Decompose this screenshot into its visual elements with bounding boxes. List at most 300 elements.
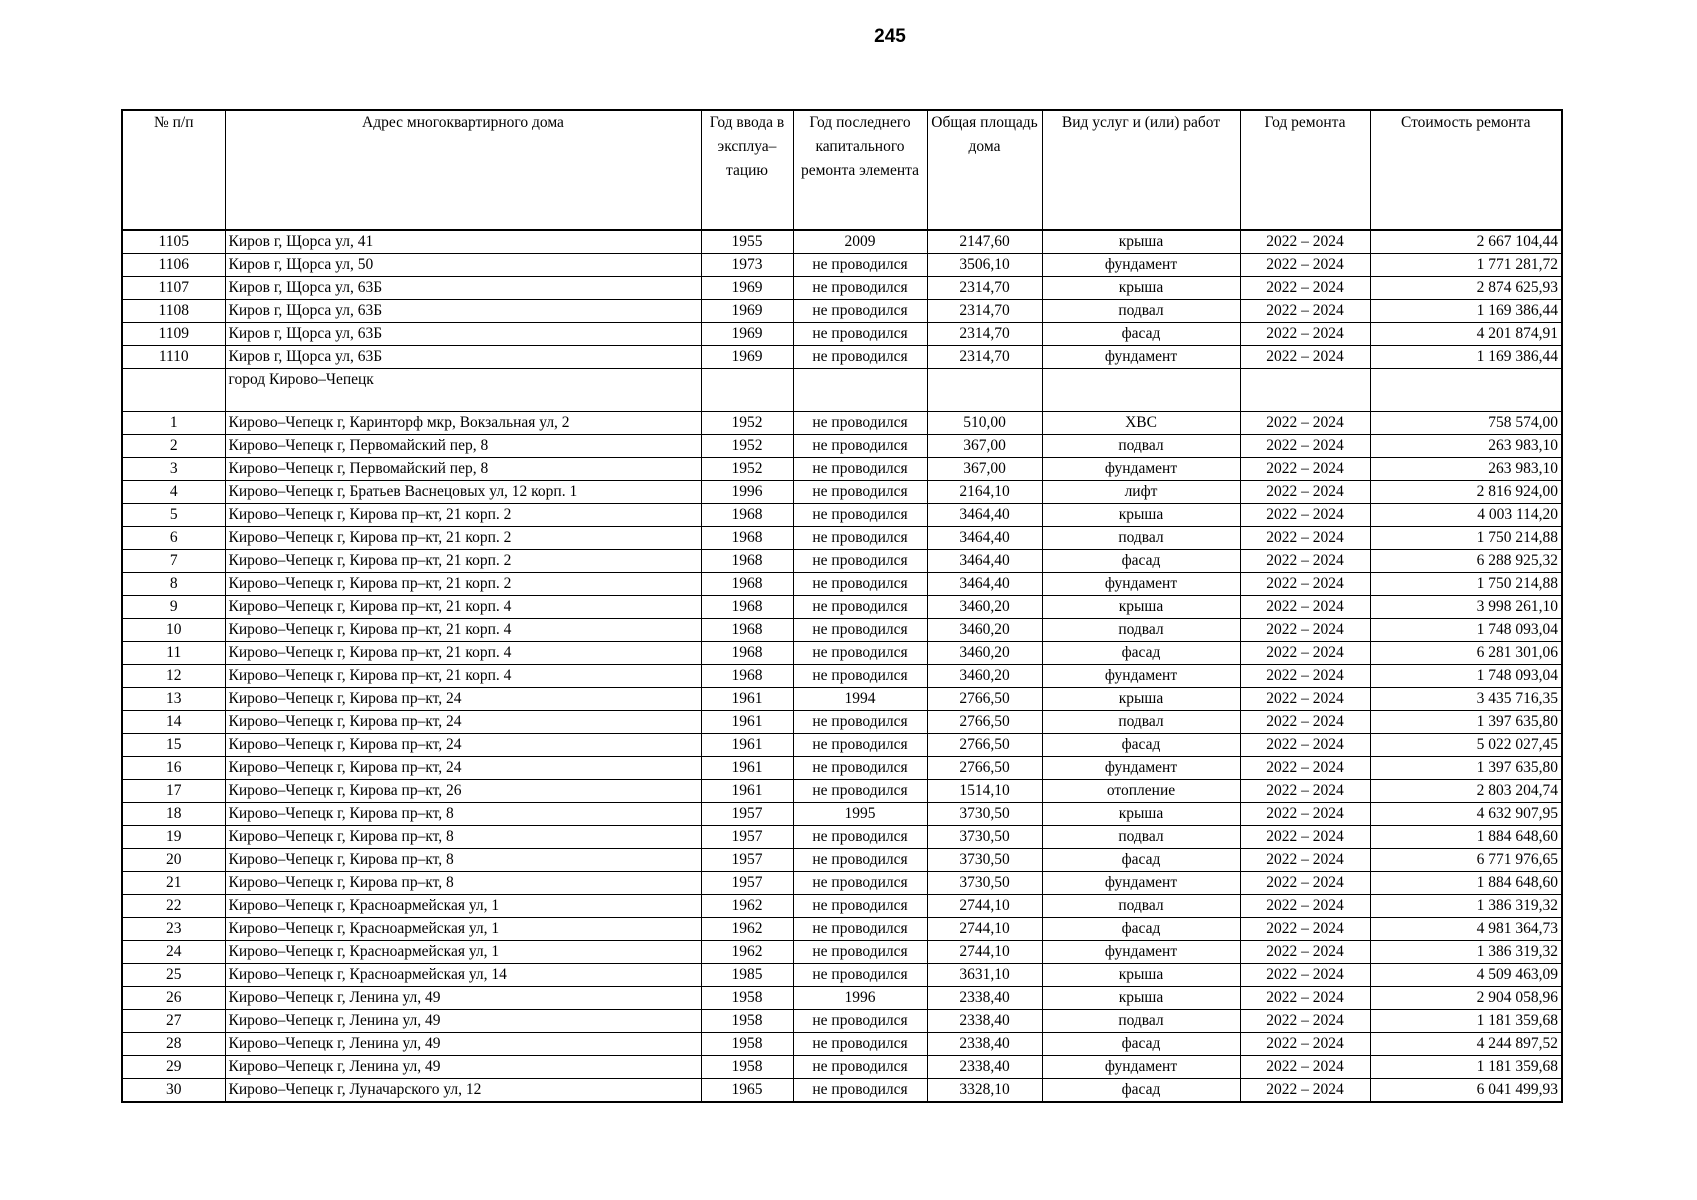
cell-address: Кирово–Чепецк г, Кирова пр–кт, 8 (225, 849, 701, 872)
cell-address: Кирово–Чепецк г, Братьев Васнецовых ул, 12 корп. 1 (225, 481, 701, 504)
cell-row-number: 7 (122, 550, 225, 573)
cell-year-built: 1962 (701, 895, 793, 918)
cell-year-built: 1968 (701, 527, 793, 550)
cell-last-repair: не проводился (793, 435, 927, 458)
cell-repair-year: 2022 – 2024 (1240, 412, 1370, 435)
cell-area: 2314,70 (927, 277, 1042, 300)
cell-row-number: 24 (122, 941, 225, 964)
table-row (122, 1033, 1562, 1056)
table-row (122, 964, 1562, 987)
cell-year-built: 1968 (701, 619, 793, 642)
cell-work-type: подвал (1042, 527, 1240, 550)
cell-row-number: 28 (122, 1033, 225, 1056)
cell-row-number: 19 (122, 826, 225, 849)
cell-repair-year: 2022 – 2024 (1240, 849, 1370, 872)
cell-area: 3464,40 (927, 527, 1042, 550)
cell-area: 2744,10 (927, 941, 1042, 964)
table-row (122, 527, 1562, 550)
header-area: Общая площадь дома (927, 110, 1042, 230)
cell-year-built: 1961 (701, 757, 793, 780)
table-row (122, 826, 1562, 849)
cell-row-number: 1110 (122, 346, 225, 369)
cell-repair-year: 2022 – 2024 (1240, 619, 1370, 642)
cell-row-number: 14 (122, 711, 225, 734)
cell-cost: 1 748 093,04 (1370, 665, 1562, 688)
cell-year-built: 1968 (701, 504, 793, 527)
cell-repair-year: 2022 – 2024 (1240, 895, 1370, 918)
cell-work-type: фундамент (1042, 458, 1240, 481)
cell-last-repair: не проводился (793, 1010, 927, 1033)
cell-work-type: отопление (1042, 780, 1240, 803)
cell-year-built: 1969 (701, 277, 793, 300)
cell-address: Кирово–Чепецк г, Кирова пр–кт, 24 (225, 711, 701, 734)
cell-year-built: 1968 (701, 550, 793, 573)
cell-cost: 2 803 204,74 (1370, 780, 1562, 803)
cell-work-type: фундамент (1042, 941, 1240, 964)
cell-row-number: 1105 (122, 230, 225, 254)
cell-area: 2314,70 (927, 346, 1042, 369)
cell-area: 3506,10 (927, 254, 1042, 277)
cell-repair-year: 2022 – 2024 (1240, 803, 1370, 826)
cell-repair-year: 2022 – 2024 (1240, 1056, 1370, 1079)
cell-cost: 6 281 301,06 (1370, 642, 1562, 665)
cell-area: 2314,70 (927, 323, 1042, 346)
cell-last-repair: не проводился (793, 550, 927, 573)
header-work-type: Вид услуг и (или) работ (1042, 110, 1240, 230)
cell-last-repair: не проводился (793, 918, 927, 941)
table-row (122, 504, 1562, 527)
cell-last-repair: не проводился (793, 1056, 927, 1079)
cell-year-built: 1955 (701, 230, 793, 254)
cell-area: 2766,50 (927, 688, 1042, 711)
cell-cost: 758 574,00 (1370, 412, 1562, 435)
cell-area: 2766,50 (927, 734, 1042, 757)
cell-row-number: 9 (122, 596, 225, 619)
cell-work-type: фундамент (1042, 573, 1240, 596)
cell-area: 3460,20 (927, 596, 1042, 619)
cell-last-repair: не проводился (793, 346, 927, 369)
cell-area: 2338,40 (927, 987, 1042, 1010)
cell-year-built: 1969 (701, 300, 793, 323)
cell-address: Киров г, Щорса ул, 63Б (225, 323, 701, 346)
cell-repair-year: 2022 – 2024 (1240, 711, 1370, 734)
table-row (122, 346, 1562, 369)
cell-work-type: крыша (1042, 230, 1240, 254)
cell-last-repair: 1996 (793, 987, 927, 1010)
cell-cost: 2 904 058,96 (1370, 987, 1562, 1010)
cell-address: Киров г, Щорса ул, 41 (225, 230, 701, 254)
section-empty-cell (1042, 369, 1240, 412)
table-row (122, 550, 1562, 573)
cell-work-type: крыша (1042, 504, 1240, 527)
table-row (122, 323, 1562, 346)
cell-area: 367,00 (927, 458, 1042, 481)
table-row (122, 1079, 1562, 1103)
cell-repair-year: 2022 – 2024 (1240, 872, 1370, 895)
table-row (122, 230, 1562, 254)
page-number: 245 (874, 26, 906, 47)
cell-address: Киров г, Щорса ул, 63Б (225, 277, 701, 300)
cell-cost: 2 816 924,00 (1370, 481, 1562, 504)
cell-repair-year: 2022 – 2024 (1240, 504, 1370, 527)
cell-work-type: фасад (1042, 918, 1240, 941)
cell-row-number: 21 (122, 872, 225, 895)
cell-address: Кирово–Чепецк г, Ленина ул, 49 (225, 1056, 701, 1079)
cell-work-type: фасад (1042, 642, 1240, 665)
rows-kirovo-chepetsk (122, 412, 1562, 1103)
cell-row-number: 15 (122, 734, 225, 757)
cell-cost: 2 874 625,93 (1370, 277, 1562, 300)
cell-cost: 1 386 319,32 (1370, 895, 1562, 918)
cell-last-repair: не проводился (793, 780, 927, 803)
cell-last-repair: не проводился (793, 254, 927, 277)
cell-repair-year: 2022 – 2024 (1240, 1033, 1370, 1056)
cell-address: Кирово–Чепецк г, Кирова пр–кт, 8 (225, 826, 701, 849)
cell-year-built: 1952 (701, 458, 793, 481)
cell-repair-year: 2022 – 2024 (1240, 826, 1370, 849)
cell-cost: 1 397 635,80 (1370, 711, 1562, 734)
cell-address: Кирово–Чепецк г, Каринторф мкр, Вокзальная ул, 2 (225, 412, 701, 435)
cell-address: Кирово–Чепецк г, Кирова пр–кт, 24 (225, 688, 701, 711)
cell-row-number: 8 (122, 573, 225, 596)
cell-repair-year: 2022 – 2024 (1240, 230, 1370, 254)
cell-cost: 1 748 093,04 (1370, 619, 1562, 642)
cell-cost: 1 771 281,72 (1370, 254, 1562, 277)
cell-year-built: 1957 (701, 803, 793, 826)
cell-work-type: крыша (1042, 964, 1240, 987)
cell-repair-year: 2022 – 2024 (1240, 458, 1370, 481)
cell-row-number: 1108 (122, 300, 225, 323)
cell-last-repair: не проводился (793, 596, 927, 619)
cell-area: 2744,10 (927, 895, 1042, 918)
table-row (122, 573, 1562, 596)
cell-last-repair: не проводился (793, 872, 927, 895)
cell-address: Кирово–Чепецк г, Кирова пр–кт, 21 корп. 4 (225, 642, 701, 665)
cell-cost: 1 181 359,68 (1370, 1010, 1562, 1033)
cell-repair-year: 2022 – 2024 (1240, 596, 1370, 619)
cell-row-number: 17 (122, 780, 225, 803)
cell-area: 2314,70 (927, 300, 1042, 323)
cell-address: Киров г, Щорса ул, 63Б (225, 346, 701, 369)
cell-year-built: 1962 (701, 918, 793, 941)
table-row (122, 642, 1562, 665)
cell-area: 2147,60 (927, 230, 1042, 254)
table-row (122, 1056, 1562, 1079)
cell-repair-year: 2022 – 2024 (1240, 757, 1370, 780)
cell-cost: 6 041 499,93 (1370, 1079, 1562, 1103)
table-row (122, 803, 1562, 826)
cell-area: 3460,20 (927, 619, 1042, 642)
cell-work-type: подвал (1042, 826, 1240, 849)
cell-area: 2744,10 (927, 918, 1042, 941)
cell-row-number: 27 (122, 1010, 225, 1033)
cell-repair-year: 2022 – 2024 (1240, 642, 1370, 665)
cell-repair-year: 2022 – 2024 (1240, 665, 1370, 688)
cell-last-repair: не проводился (793, 458, 927, 481)
cell-last-repair: не проводился (793, 573, 927, 596)
cell-area: 510,00 (927, 412, 1042, 435)
cell-repair-year: 2022 – 2024 (1240, 964, 1370, 987)
cell-address: Киров г, Щорса ул, 50 (225, 254, 701, 277)
cell-cost: 5 022 027,45 (1370, 734, 1562, 757)
cell-address: Кирово–Чепецк г, Ленина ул, 49 (225, 1010, 701, 1033)
table-row (122, 619, 1562, 642)
cell-last-repair: не проводился (793, 481, 927, 504)
cell-work-type: фундамент (1042, 757, 1240, 780)
cell-last-repair: не проводился (793, 277, 927, 300)
table-row (122, 849, 1562, 872)
cell-year-built: 1958 (701, 1033, 793, 1056)
table-row (122, 780, 1562, 803)
cell-address: Кирово–Чепецк г, Красноармейская ул, 1 (225, 918, 701, 941)
cell-area: 3464,40 (927, 573, 1042, 596)
cell-year-built: 1985 (701, 964, 793, 987)
cell-cost: 1 750 214,88 (1370, 527, 1562, 550)
cell-area: 2766,50 (927, 757, 1042, 780)
cell-address: Кирово–Чепецк г, Кирова пр–кт, 8 (225, 872, 701, 895)
cell-cost: 1 169 386,44 (1370, 346, 1562, 369)
cell-work-type: фундамент (1042, 1056, 1240, 1079)
table-row (122, 941, 1562, 964)
cell-year-built: 1961 (701, 688, 793, 711)
cell-repair-year: 2022 – 2024 (1240, 688, 1370, 711)
cell-year-built: 1969 (701, 323, 793, 346)
table-row (122, 665, 1562, 688)
cell-work-type: фундамент (1042, 254, 1240, 277)
cell-cost: 1 397 635,80 (1370, 757, 1562, 780)
cell-last-repair: не проводился (793, 1079, 927, 1103)
cell-cost: 4 244 897,52 (1370, 1033, 1562, 1056)
section-empty-cell (793, 369, 927, 412)
cell-cost: 1 750 214,88 (1370, 573, 1562, 596)
table-row (122, 895, 1562, 918)
cell-cost: 1 884 648,60 (1370, 826, 1562, 849)
cell-year-built: 1961 (701, 780, 793, 803)
table-row (122, 435, 1562, 458)
cell-year-built: 1958 (701, 1010, 793, 1033)
cell-address: Кирово–Чепецк г, Красноармейская ул, 14 (225, 964, 701, 987)
table-row (122, 481, 1562, 504)
cell-area: 2766,50 (927, 711, 1042, 734)
table-row (122, 277, 1562, 300)
cell-row-number: 30 (122, 1079, 225, 1103)
cell-year-built: 1962 (701, 941, 793, 964)
cell-last-repair: не проводился (793, 300, 927, 323)
section-header (122, 369, 1562, 412)
cell-last-repair: 1994 (793, 688, 927, 711)
header-year-built: Год ввода в эксплуа–тацию (701, 110, 793, 230)
cell-work-type: фасад (1042, 1079, 1240, 1103)
cell-row-number: 25 (122, 964, 225, 987)
cell-year-built: 1952 (701, 435, 793, 458)
cell-work-type: фасад (1042, 323, 1240, 346)
cell-cost: 2 667 104,44 (1370, 230, 1562, 254)
cell-cost: 1 884 648,60 (1370, 872, 1562, 895)
cell-last-repair: не проводился (793, 619, 927, 642)
cell-row-number: 5 (122, 504, 225, 527)
cell-repair-year: 2022 – 2024 (1240, 987, 1370, 1010)
cell-row-number: 2 (122, 435, 225, 458)
cell-last-repair: не проводился (793, 964, 927, 987)
cell-area: 3460,20 (927, 642, 1042, 665)
cell-last-repair: не проводился (793, 734, 927, 757)
cell-repair-year: 2022 – 2024 (1240, 1079, 1370, 1103)
cell-area: 3730,50 (927, 872, 1042, 895)
cell-work-type: подвал (1042, 300, 1240, 323)
cell-address: Кирово–Чепецк г, Красноармейская ул, 1 (225, 895, 701, 918)
cell-row-number: 6 (122, 527, 225, 550)
cell-address: Кирово–Чепецк г, Кирова пр–кт, 21 корп. 2 (225, 527, 701, 550)
cell-year-built: 1961 (701, 711, 793, 734)
cell-area: 367,00 (927, 435, 1042, 458)
cell-last-repair: не проводился (793, 1033, 927, 1056)
cell-repair-year: 2022 – 2024 (1240, 734, 1370, 757)
cell-year-built: 1968 (701, 665, 793, 688)
cell-year-built: 1957 (701, 826, 793, 849)
section-row (122, 369, 1562, 412)
table-row (122, 734, 1562, 757)
cell-year-built: 1952 (701, 412, 793, 435)
table-row (122, 412, 1562, 435)
cell-row-number: 1109 (122, 323, 225, 346)
header-repair-year: Год ремонта (1240, 110, 1370, 230)
cell-work-type: подвал (1042, 895, 1240, 918)
cell-last-repair: не проводился (793, 849, 927, 872)
cell-year-built: 1968 (701, 573, 793, 596)
cell-address: Кирово–Чепецк г, Кирова пр–кт, 21 корп. 4 (225, 596, 701, 619)
table-row (122, 254, 1562, 277)
cell-repair-year: 2022 – 2024 (1240, 323, 1370, 346)
cell-work-type: подвал (1042, 435, 1240, 458)
cell-work-type: фасад (1042, 849, 1240, 872)
cell-last-repair: не проводился (793, 527, 927, 550)
cell-address: Кирово–Чепецк г, Первомайский пер, 8 (225, 435, 701, 458)
cell-address: Кирово–Чепецк г, Кирова пр–кт, 26 (225, 780, 701, 803)
cell-repair-year: 2022 – 2024 (1240, 254, 1370, 277)
cell-year-built: 1968 (701, 642, 793, 665)
table-row (122, 918, 1562, 941)
cell-cost: 4 201 874,91 (1370, 323, 1562, 346)
cell-row-number: 4 (122, 481, 225, 504)
cell-address: Кирово–Чепецк г, Ленина ул, 49 (225, 987, 701, 1010)
cell-work-type: фасад (1042, 1033, 1240, 1056)
section-empty-cell (122, 369, 225, 412)
cell-year-built: 1996 (701, 481, 793, 504)
cell-repair-year: 2022 – 2024 (1240, 780, 1370, 803)
cell-repair-year: 2022 – 2024 (1240, 918, 1370, 941)
cell-repair-year: 2022 – 2024 (1240, 435, 1370, 458)
cell-row-number: 1 (122, 412, 225, 435)
cell-cost: 3 998 261,10 (1370, 596, 1562, 619)
cell-cost: 4 003 114,20 (1370, 504, 1562, 527)
cell-cost: 4 632 907,95 (1370, 803, 1562, 826)
cell-address: Кирово–Чепецк г, Кирова пр–кт, 21 корп. 2 (225, 504, 701, 527)
cell-address: Кирово–Чепецк г, Ленина ул, 49 (225, 1033, 701, 1056)
header-cost: Стоимость ремонта (1370, 110, 1562, 230)
cell-cost: 1 169 386,44 (1370, 300, 1562, 323)
cell-address: Кирово–Чепецк г, Кирова пр–кт, 21 корп. 2 (225, 573, 701, 596)
table-row (122, 872, 1562, 895)
cell-row-number: 10 (122, 619, 225, 642)
table-row (122, 596, 1562, 619)
cell-address: Киров г, Щорса ул, 63Б (225, 300, 701, 323)
cell-area: 2164,10 (927, 481, 1042, 504)
cell-cost: 263 983,10 (1370, 435, 1562, 458)
cell-area: 2338,40 (927, 1033, 1042, 1056)
rows-kirov (122, 230, 1562, 369)
cell-area: 3464,40 (927, 504, 1042, 527)
cell-work-type: крыша (1042, 803, 1240, 826)
cell-last-repair: не проводился (793, 941, 927, 964)
cell-row-number: 11 (122, 642, 225, 665)
cell-work-type: ХВС (1042, 412, 1240, 435)
cell-work-type: фундамент (1042, 872, 1240, 895)
cell-area: 3730,50 (927, 803, 1042, 826)
cell-repair-year: 2022 – 2024 (1240, 527, 1370, 550)
section-empty-cell (927, 369, 1042, 412)
cell-last-repair: не проводился (793, 757, 927, 780)
table-row (122, 987, 1562, 1010)
cell-work-type: крыша (1042, 277, 1240, 300)
cell-address: Кирово–Чепецк г, Кирова пр–кт, 8 (225, 803, 701, 826)
cell-row-number: 29 (122, 1056, 225, 1079)
cell-repair-year: 2022 – 2024 (1240, 1010, 1370, 1033)
cell-area: 2338,40 (927, 1056, 1042, 1079)
cell-last-repair: не проводился (793, 504, 927, 527)
cell-last-repair: 2009 (793, 230, 927, 254)
cell-address: Кирово–Чепецк г, Кирова пр–кт, 21 корп. 4 (225, 619, 701, 642)
cell-row-number: 26 (122, 987, 225, 1010)
cell-area: 3328,10 (927, 1079, 1042, 1103)
cell-year-built: 1965 (701, 1079, 793, 1103)
repair-table (121, 109, 1563, 1103)
cell-last-repair: не проводился (793, 711, 927, 734)
cell-row-number: 18 (122, 803, 225, 826)
cell-work-type: подвал (1042, 1010, 1240, 1033)
cell-row-number: 16 (122, 757, 225, 780)
cell-cost: 4 509 463,09 (1370, 964, 1562, 987)
cell-last-repair: не проводился (793, 412, 927, 435)
cell-work-type: крыша (1042, 688, 1240, 711)
table-row (122, 688, 1562, 711)
cell-address: Кирово–Чепецк г, Кирова пр–кт, 21 корп. 4 (225, 665, 701, 688)
cell-repair-year: 2022 – 2024 (1240, 573, 1370, 596)
cell-area: 3730,50 (927, 849, 1042, 872)
cell-row-number: 1107 (122, 277, 225, 300)
cell-last-repair: не проводился (793, 642, 927, 665)
header-address: Адрес многоквартирного дома (225, 110, 701, 230)
cell-last-repair: не проводился (793, 323, 927, 346)
cell-row-number: 13 (122, 688, 225, 711)
cell-address: Кирово–Чепецк г, Кирова пр–кт, 24 (225, 757, 701, 780)
cell-year-built: 1968 (701, 596, 793, 619)
cell-work-type: лифт (1042, 481, 1240, 504)
cell-row-number: 20 (122, 849, 225, 872)
cell-work-type: подвал (1042, 711, 1240, 734)
cell-area: 3460,20 (927, 665, 1042, 688)
cell-year-built: 1961 (701, 734, 793, 757)
cell-cost: 3 435 716,35 (1370, 688, 1562, 711)
cell-repair-year: 2022 – 2024 (1240, 277, 1370, 300)
section-empty-cell (701, 369, 793, 412)
cell-work-type: подвал (1042, 619, 1240, 642)
cell-cost: 6 288 925,32 (1370, 550, 1562, 573)
cell-repair-year: 2022 – 2024 (1240, 550, 1370, 573)
cell-cost: 1 181 359,68 (1370, 1056, 1562, 1079)
cell-work-type: крыша (1042, 596, 1240, 619)
cell-repair-year: 2022 – 2024 (1240, 941, 1370, 964)
header-row (122, 110, 1562, 230)
